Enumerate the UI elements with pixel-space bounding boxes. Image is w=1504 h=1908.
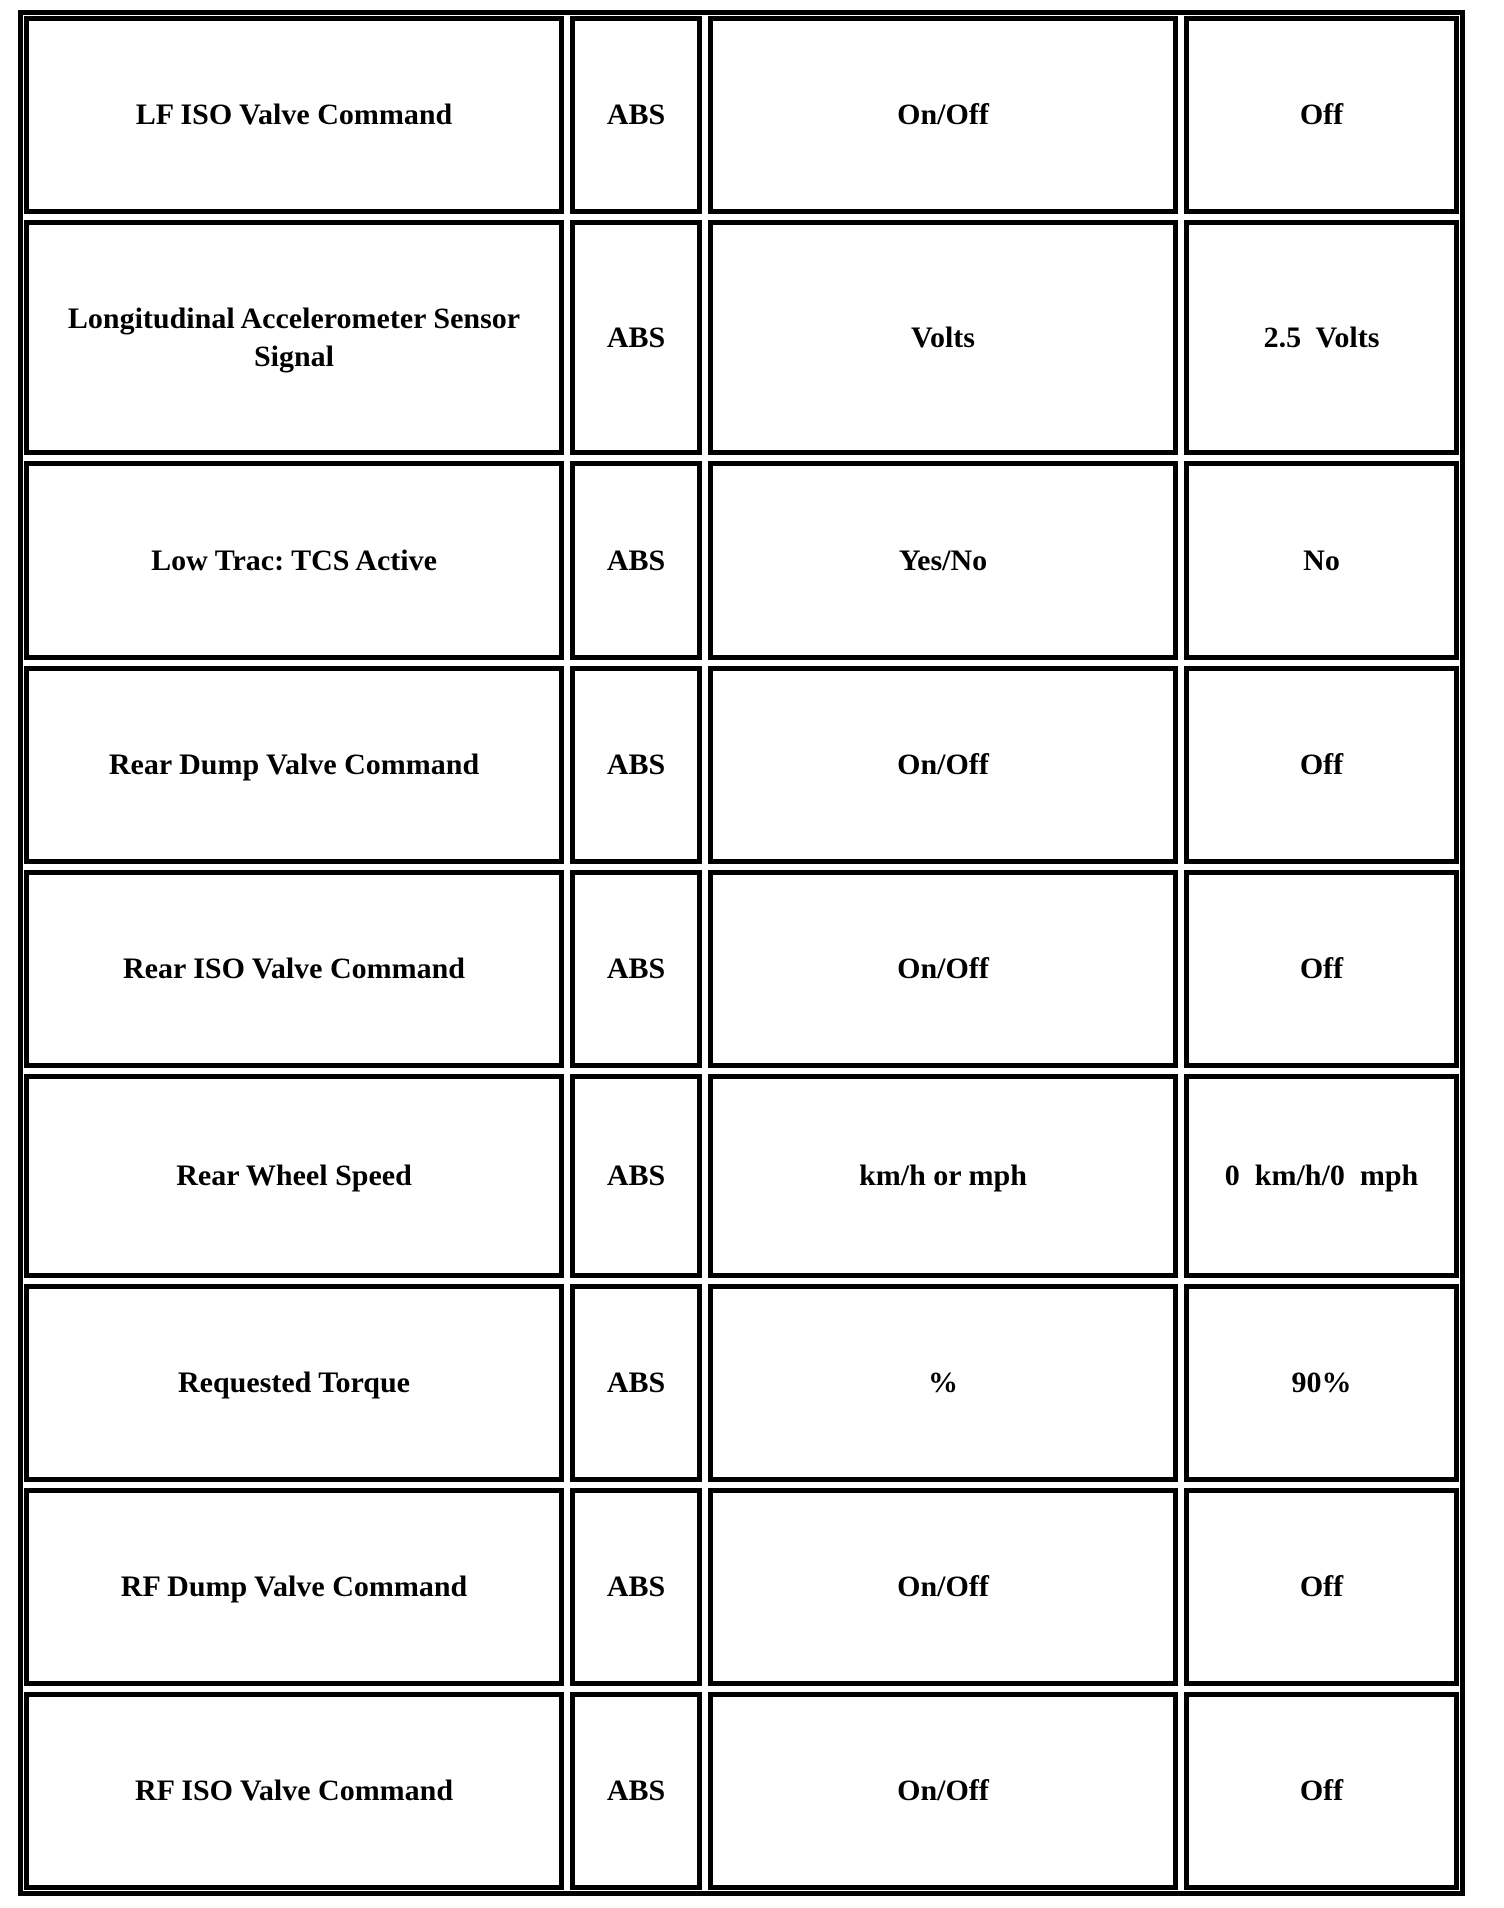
typical-value-cell: Off — [1184, 16, 1459, 214]
table-row — [24, 1692, 1459, 1890]
table-row — [24, 1488, 1459, 1686]
table-row — [24, 1284, 1459, 1482]
typical-value-cell: Off — [1184, 1692, 1459, 1890]
module-cell: ABS — [570, 666, 702, 864]
table-row — [24, 16, 1459, 214]
module-cell: ABS — [570, 870, 702, 1068]
parameter-name-cell: RF ISO Valve Command — [24, 1692, 564, 1890]
units-cell: On/Off — [708, 16, 1178, 214]
units-cell: Yes/No — [708, 461, 1178, 659]
units-cell: On/Off — [708, 870, 1178, 1068]
units-cell: Volts — [708, 220, 1178, 455]
module-cell: ABS — [570, 1284, 702, 1482]
units-cell: On/Off — [708, 1488, 1178, 1686]
units-cell: On/Off — [708, 1692, 1178, 1890]
typical-value-cell: 90% — [1184, 1284, 1459, 1482]
units-cell: % — [708, 1284, 1178, 1482]
typical-value-cell: 2.5 Volts — [1184, 220, 1459, 455]
parameter-name-cell: Longitudinal Accelerometer Sensor Signal — [24, 220, 564, 455]
table-row — [24, 461, 1459, 659]
units-cell: km/h or mph — [708, 1074, 1178, 1278]
typical-value-cell: No — [1184, 461, 1459, 659]
parameter-name-cell: LF ISO Valve Command — [24, 16, 564, 214]
parameter-name-cell: RF Dump Valve Command — [24, 1488, 564, 1686]
module-cell: ABS — [570, 16, 702, 214]
module-cell: ABS — [570, 1488, 702, 1686]
typical-value-cell: 0 km/h/0 mph — [1184, 1074, 1459, 1278]
typical-value-cell: Off — [1184, 1488, 1459, 1686]
table-row — [24, 220, 1459, 455]
module-cell: ABS — [570, 1074, 702, 1278]
units-cell: On/Off — [708, 666, 1178, 864]
table-row — [24, 1074, 1459, 1278]
parameter-name-cell: Rear Wheel Speed — [24, 1074, 564, 1278]
module-cell: ABS — [570, 220, 702, 455]
table-row — [24, 870, 1459, 1068]
module-cell: ABS — [570, 461, 702, 659]
module-cell: ABS — [570, 1692, 702, 1890]
parameter-name-cell: Requested Torque — [24, 1284, 564, 1482]
parameter-name-cell: Low Trac: TCS Active — [24, 461, 564, 659]
typical-value-cell: Off — [1184, 870, 1459, 1068]
parameter-name-cell: Rear ISO Valve Command — [24, 870, 564, 1068]
scan-tool-parameter-table — [18, 10, 1465, 1896]
table-row — [24, 666, 1459, 864]
parameter-name-cell: Rear Dump Valve Command — [24, 666, 564, 864]
typical-value-cell: Off — [1184, 666, 1459, 864]
